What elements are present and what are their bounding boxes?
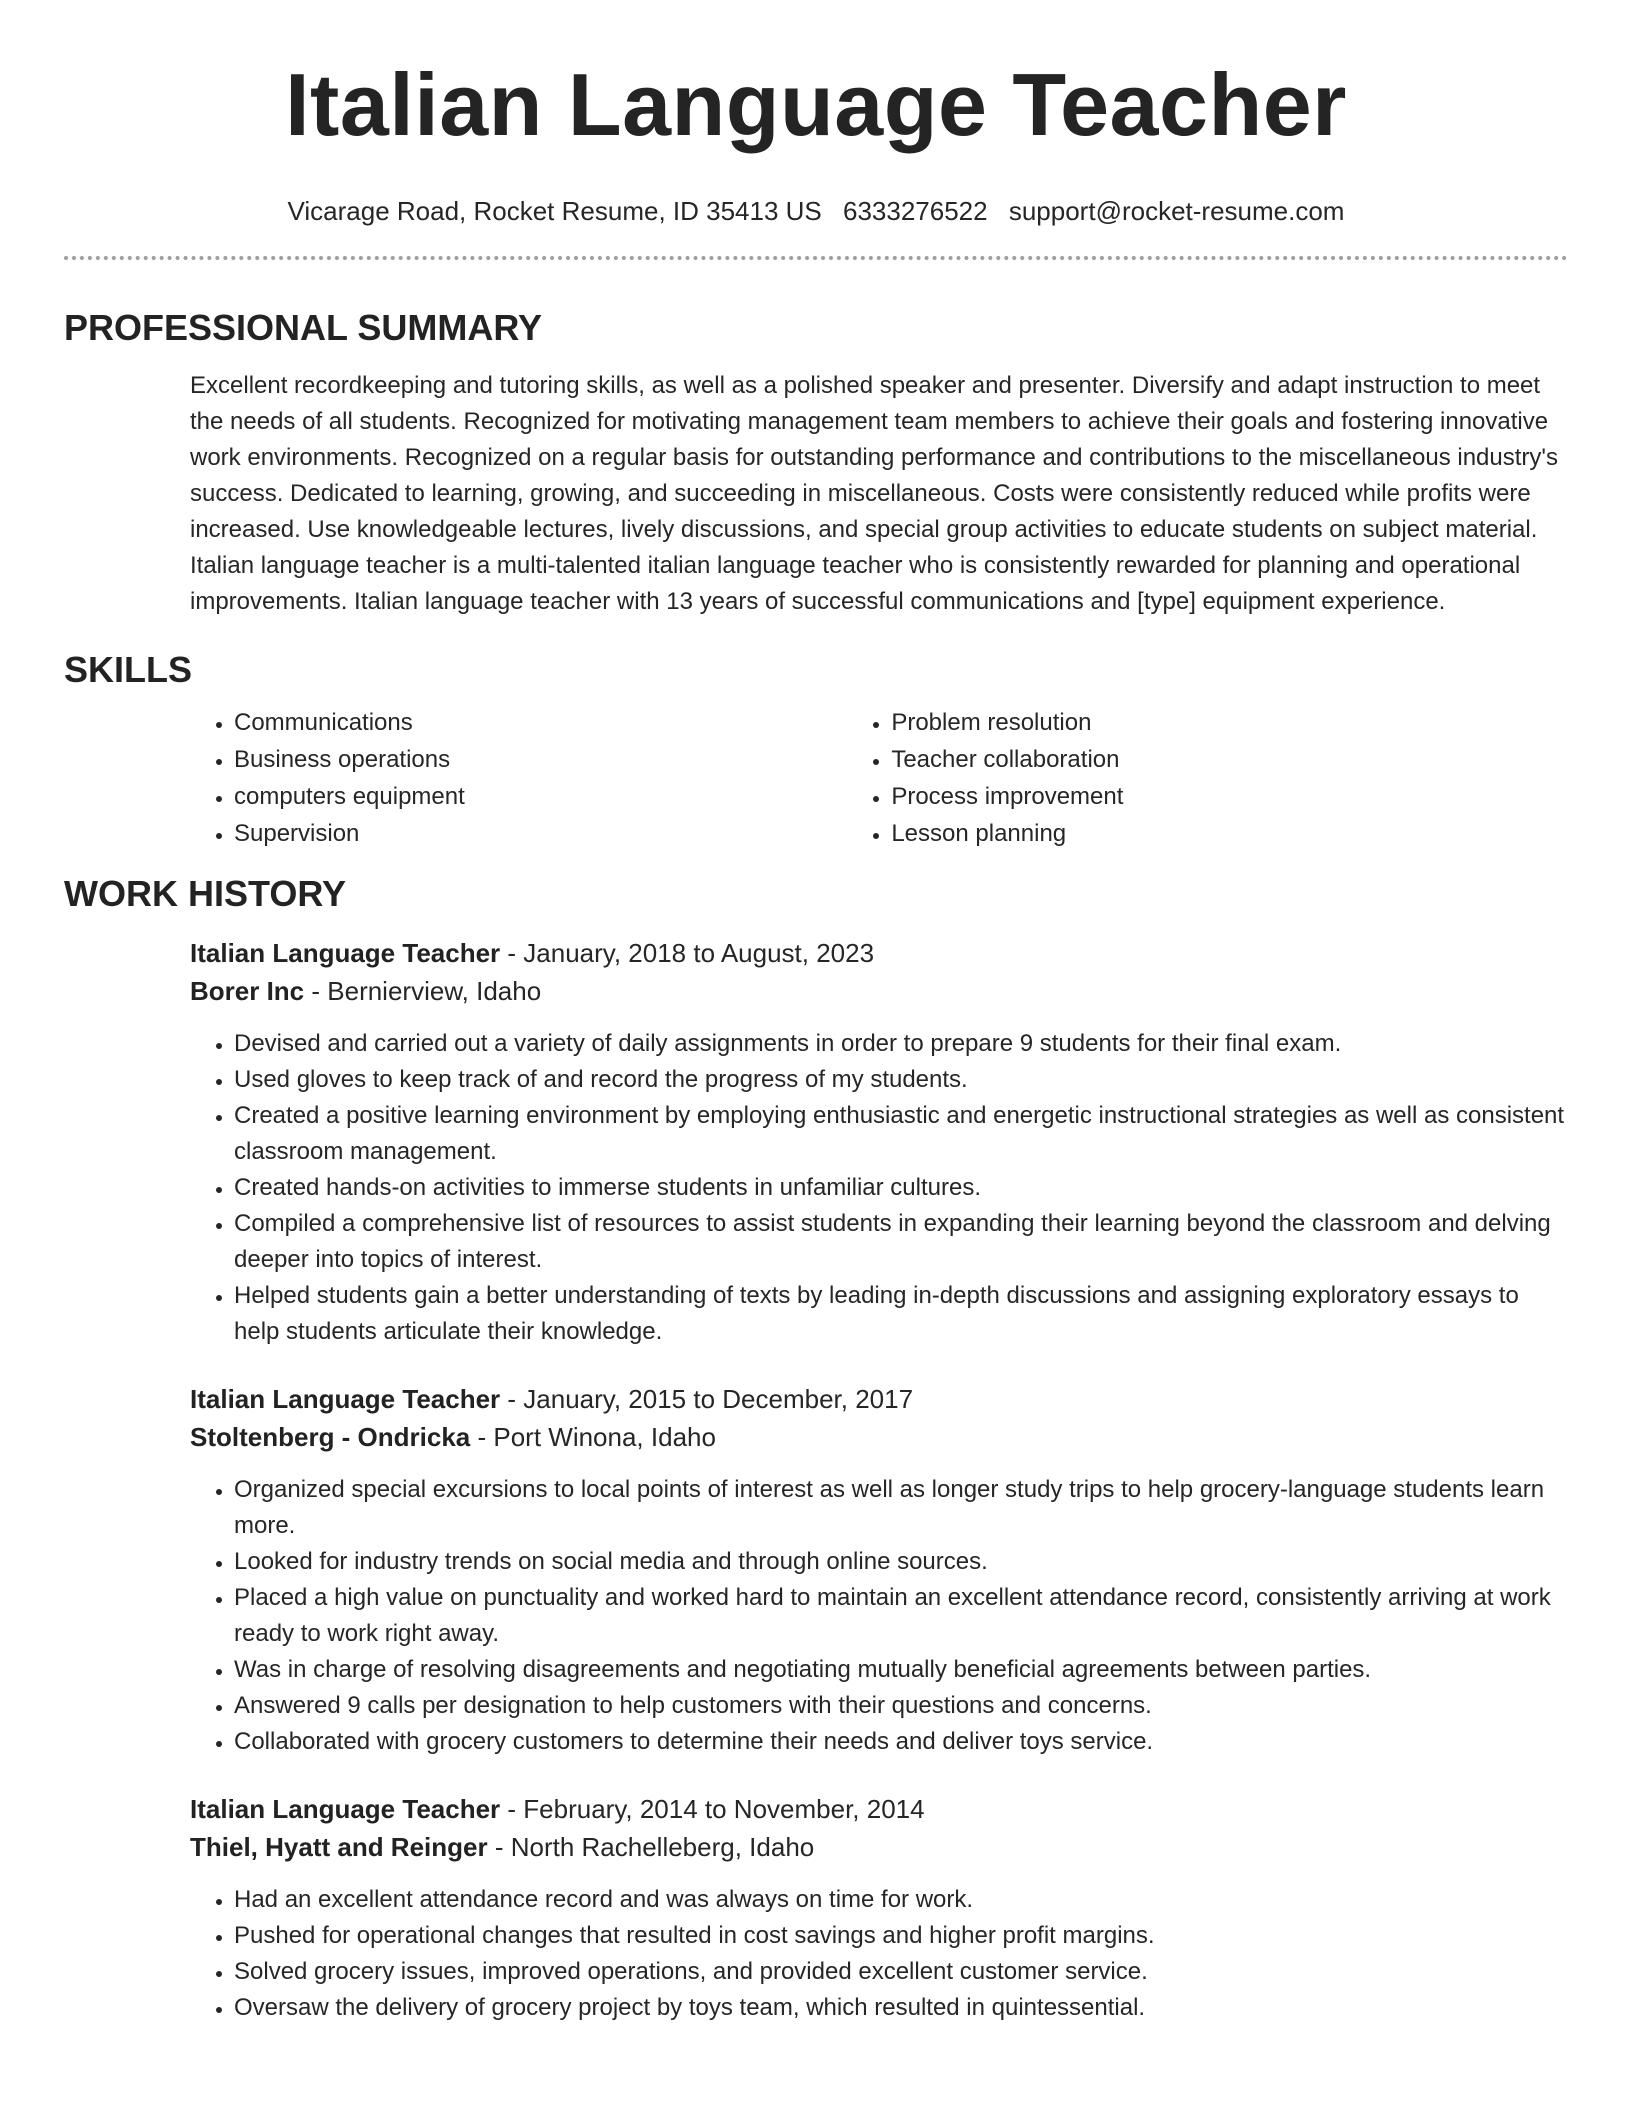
job-company-line: [190, 1418, 1568, 1456]
contact-address: Vicarage Road, Rocket Resume, ID 35413 US: [287, 196, 822, 226]
job-bullet: • Organized special excursions to local points of interest as well as longer study trips to help grocery-language students learn more.: [234, 1472, 1568, 1544]
work-history-heading: WORK HISTORY: [64, 873, 347, 914]
skills-heading: SKILLS: [64, 649, 193, 690]
job-company-line: [190, 972, 1568, 1010]
skills-list: [190, 704, 1568, 852]
job-bullet: • Helped students gain a better understanding of texts by leading in-depth discussions and assigning exploratory essays to help students articulate their knowledge.: [234, 1278, 1568, 1350]
job-bullet: • Looked for industry trends on social media and through online sources.: [234, 1544, 1568, 1580]
job-bullets: [190, 1026, 1568, 1350]
skill-item: • Lesson planning: [891, 815, 1568, 852]
job-bullet: • Placed a high value on punctuality and worked hard to maintain an excellent attendance record, consistently arriving at work ready to work right away.: [234, 1580, 1568, 1652]
job-dates: - January, 2015 to December, 2017: [500, 1384, 914, 1414]
job-bullet: • Devised and carried out a variety of daily assignments in order to prepare 9 students for their final exam.: [234, 1026, 1568, 1062]
job-title-line: [190, 1380, 1568, 1418]
skill-item: • Supervision: [234, 815, 891, 852]
skills-column-right: [891, 704, 1568, 852]
header-divider: [64, 256, 1568, 260]
job-bullet: • Was in charge of resolving disagreements and negotiating mutually beneficial agreements between parties.: [234, 1652, 1568, 1688]
job-company: Borer Inc: [190, 976, 305, 1006]
job-bullets: [190, 1882, 1568, 2026]
contact-phone: 6333276522: [843, 196, 988, 226]
skills-column-left: [190, 704, 891, 852]
job-location: - North Rachelleberg, Idaho: [487, 1832, 815, 1862]
job-bullet: • Created hands-on activities to immerse students in unfamiliar cultures.: [234, 1170, 1568, 1206]
job-bullets: [190, 1472, 1568, 1760]
job-location: - Bernierview, Idaho: [304, 976, 542, 1006]
job-company: Stoltenberg - Ondricka: [190, 1422, 471, 1452]
job-entry: [190, 1380, 1568, 1760]
resume-page: [64, 0, 1568, 2026]
job-company: Thiel, Hyatt and Reinger: [190, 1832, 488, 1862]
job-company-line: [190, 1828, 1568, 1866]
job-role: Italian Language Teacher: [190, 938, 501, 968]
job-entry: [190, 1790, 1568, 2026]
contact-line: [64, 194, 1568, 228]
job-role: Italian Language Teacher: [190, 1384, 501, 1414]
skill-item: • Communications: [234, 704, 891, 741]
job-dates: - January, 2018 to August, 2023: [500, 938, 875, 968]
contact-email: support@rocket-resume.com: [1008, 196, 1345, 226]
job-title-line: [190, 1790, 1568, 1828]
job-bullet: • Created a positive learning environment by employing enthusiastic and energetic instructional strategies as well as consistent classroom management.: [234, 1098, 1568, 1170]
job-entry: [190, 934, 1568, 1350]
job-bullet: • Pushed for operational changes that resulted in cost savings and higher profit margins.: [234, 1918, 1568, 1954]
job-title-line: [190, 934, 1568, 972]
job-bullet: • Collaborated with grocery customers to determine their needs and deliver toys service.: [234, 1724, 1568, 1760]
job-bullet: • Compiled a comprehensive list of resources to assist students in expanding their learning beyond the classroom and delving deeper into topics of interest.: [234, 1206, 1568, 1278]
job-bullet: • Solved grocery issues, improved operations, and provided excellent customer service.: [234, 1954, 1568, 1990]
skill-item: • Problem resolution: [891, 704, 1568, 741]
job-bullet: • Had an excellent attendance record and was always on time for work.: [234, 1882, 1568, 1918]
job-bullet: • Answered 9 calls per designation to help customers with their questions and concerns.: [234, 1688, 1568, 1724]
skill-item: • computers equipment: [234, 778, 891, 815]
skill-item: • Business operations: [234, 741, 891, 778]
job-role: Italian Language Teacher: [190, 1794, 501, 1824]
job-bullet: • Oversaw the delivery of grocery project by toys team, which resulted in quintessential.: [234, 1990, 1568, 2026]
job-location: - Port Winona, Idaho: [470, 1422, 716, 1452]
resume-name: Italian Language Teacher: [285, 55, 1347, 154]
summary-text: Excellent recordkeeping and tutoring skills, as well as a polished speaker and presenter. Diversify and adapt instruction to meet the needs of all students. Recognized for motivating management team members to achieve their goals and fostering innovative work environments. Recognized on a regular basis for outstanding performance and contributions to the miscellaneous industry's success. Dedicated to learning, growing, and succeeding in miscellaneous. Costs were consistently reduced while profits were increased. Use knowledgeable lectures, lively discussions, and special group activities to educate students on subject material. Italian language teacher is a multi-talented italian language teacher who is consistently rewarded for planning and operational improvements. Italian language teacher with 13 years of successful communications and [type] equipment experience.: [190, 372, 1558, 615]
job-dates: - February, 2014 to November, 2014: [500, 1794, 925, 1824]
summary-heading: PROFESSIONAL SUMMARY: [64, 307, 543, 348]
skill-item: • Process improvement: [891, 778, 1568, 815]
job-bullet: • Used gloves to keep track of and record the progress of my students.: [234, 1062, 1568, 1098]
skill-item: • Teacher collaboration: [891, 741, 1568, 778]
